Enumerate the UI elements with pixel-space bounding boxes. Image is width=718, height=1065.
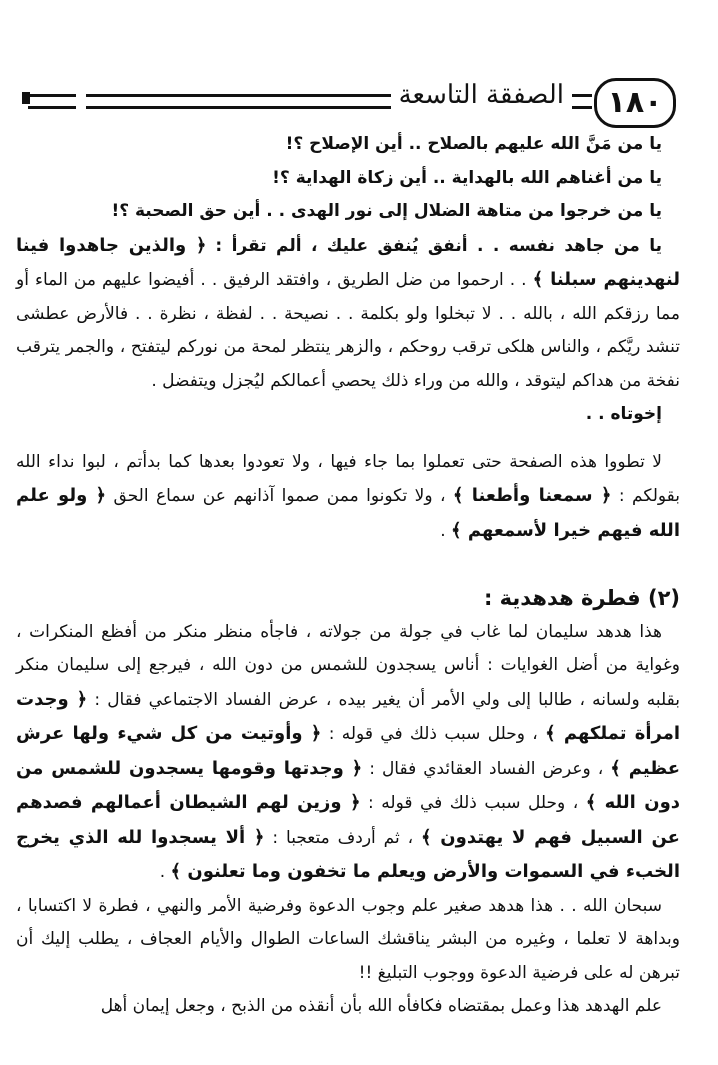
quran-quote: ﴿ ألا يسجدوا لله الذي يخرج الخبء في السموات والأرض ويعلم ما تخفون وما تعلنون ﴾ bbox=[16, 826, 680, 882]
section-title: (٢) فطرة هدهدية : bbox=[483, 586, 680, 610]
paragraph-text: لا تطووا هذه الصفحة حتى تعملوا بما جاء فيها ، ولا تعودوا بعدها كما بدأتم ، لبوا نداء الله بقولكم : bbox=[16, 451, 680, 506]
paragraph-lead: يا من جاهد نفسه . . أنفق يُنفق عليك ، ألم تقرأ : bbox=[215, 235, 662, 256]
quran-quote: ﴿ وزين لهم الشيطان أعمالهم فصدهم عن السبيل فهم لا يهتدون ﴾ bbox=[16, 792, 680, 848]
quran-quote: ﴿ وجدت امرأة تملكهم ﴾ bbox=[16, 688, 681, 744]
page-number: ١٨٠ bbox=[594, 78, 676, 128]
paragraph-text: ، وحلل سبب ذلك في قوله : bbox=[328, 724, 538, 744]
header-rule bbox=[572, 94, 592, 109]
paragraph-text: . bbox=[440, 520, 446, 541]
paragraph bbox=[16, 446, 680, 549]
paragraph: يا من مَنَّ الله عليهم بالصلاح .. أين الإصلاح ؟! bbox=[285, 134, 662, 154]
quran-quote: ﴿ وجدتها وقومها يسجدون للشمس من دون الله ﴾ bbox=[16, 757, 680, 813]
paragraph-text: ، ولا تكونوا ممن صموا آذانهم عن سماع الحق bbox=[113, 486, 446, 506]
header-rule bbox=[28, 94, 76, 109]
header-end-mark bbox=[22, 92, 30, 104]
header-rule bbox=[86, 94, 426, 109]
paragraph bbox=[16, 616, 680, 890]
page-header bbox=[28, 74, 676, 130]
paragraph-text: ، ثم أردف متعجبا : bbox=[272, 827, 414, 848]
quran-quote: ﴿ سمعنا وأطعنا ﴾ bbox=[452, 485, 612, 506]
paragraph-text: ، وعرض الفساد العقائدي فقال : bbox=[369, 758, 604, 779]
paragraph: سبحان الله . . هذا هدهد صغير علم وجوب الدعوة وفرضية الأمر والنهي ، فطرة لا اكتسابا ، وبداهة لا تعلما ، وغيره من البشر يناقشك الساعات الطوال والأيام العجاف ، يطلب إليك أن تبرهن له على فرضية الدعوة ووجوب التبليغ !! bbox=[16, 895, 680, 983]
chapter-title: الصفقة التاسعة bbox=[391, 80, 572, 110]
paragraph: يا من خرجوا من متاهة الضلال إلى نور الهدى . . أين حق الصحبة ؟! bbox=[111, 201, 662, 221]
paragraph: علم الهدهد هذا وعمل بمقتضاه فكافأه الله بأن أنقذه من الذبح ، وجعل إيمان أهل bbox=[100, 996, 662, 1016]
paragraph-text: هذا هدهد سليمان لما غاب في جولة من جولاته ، فاجأه منظر منكر من أفظع المنكرات ، وغواية من أضل الغوايات : أناس يسجدون للشمس من دون الله ، فيرجع إلى سليمان منكر بقلبه ولسانه ، طالبا إلى ولي الأمر أن يغير بيده ، عرض الفساد الاجتماعي فقال : bbox=[16, 621, 681, 710]
paragraph bbox=[16, 229, 680, 399]
page-body bbox=[16, 128, 680, 1024]
paragraph: يا من أغناهم الله بالهداية .. أين زكاة الهداية ؟! bbox=[272, 167, 662, 188]
paragraph-text: ، وحلل سبب ذلك في قوله : bbox=[368, 793, 579, 813]
quran-quote: ﴿ ولو علم الله فيهم خيرا لأسمعهم ﴾ bbox=[16, 485, 680, 541]
paragraph-text: . bbox=[159, 862, 166, 882]
paragraph: إخوتاه . . bbox=[585, 404, 662, 424]
quran-quote: ﴿ والذين جاهدوا فينا لنهدينهم سبلنا ﴾ bbox=[16, 234, 680, 290]
paragraph-text: . . ارحموا من ضل الطريق ، وافتقد الرفيق . . أفيضوا عليهم من الماء أو مما رزقكم الله ، بالله . . لا تبخلوا ولو بكلمة . . نصيحة . . لفظة ، نظرة . . فالأرض عطشى تنشد ريَّكم ، والناس هلكى ترقب روحكم ، والزهر ينتظر لمحة من نوركم ليتفتح ، والجمر يترقب نفخة من هداكم ليتوقد ، والله من وراء ذلك يحصي أعمالكم ليُجزل ويتفضل . bbox=[16, 270, 680, 391]
quran-quote: ﴿ وأوتيت من كل شيء ولها عرش عظيم ﴾ bbox=[16, 723, 680, 779]
